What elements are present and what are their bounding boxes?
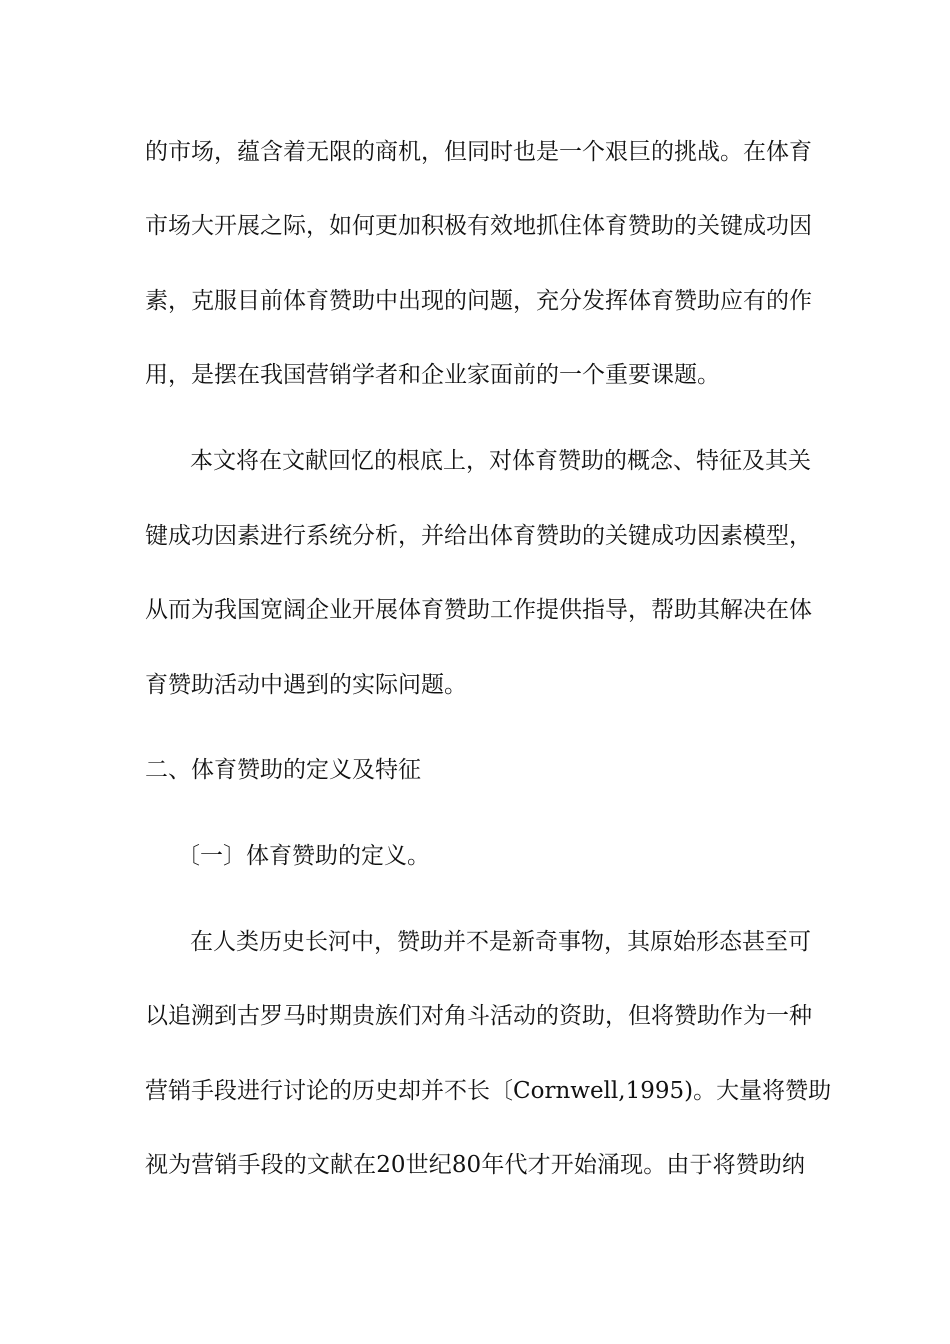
paragraph-1-line-4: 用，是摆在我国营销学者和企业家面前的一个重要课题。	[145, 362, 720, 388]
paragraph-2-line-4: 育赞助活动中遇到的实际问题。	[145, 672, 467, 698]
paragraph-2-line-1: 本文将在文献回忆的根底上，对体育赞助的概念、特征及其关	[190, 448, 811, 474]
paragraph-2-line-2: 键成功因素进行系统分析，并给出体育赞助的关键成功因素模型，	[145, 523, 812, 549]
paragraph-1-line-2: 市场大开展之际，如何更加积极有效地抓住体育赞助的关键成功因	[145, 213, 812, 239]
section-heading: 二、体育赞助的定义及特征	[145, 757, 421, 783]
paragraph-1-line-3: 素，克服目前体育赞助中出现的问题，充分发挥体育赞助应有的作	[145, 288, 812, 314]
paragraph-3-line-1: 在人类历史长河中，赞助并不是新奇事物，其原始形态甚至可	[190, 929, 811, 955]
paragraph-3-line-4: 视为营销手段的文献在20世纪80年代才开始涌现。由于将赞助纳	[145, 1152, 805, 1178]
paragraph-2-line-3: 从而为我国宽阔企业开展体育赞助工作提供指导，帮助其解决在体	[145, 597, 812, 623]
paragraph-1-line-1: 的市场，蕴含着无限的商机，但同时也是一个艰巨的挑战。在体育	[145, 139, 812, 165]
subsection-heading: 〔一〕体育赞助的定义。	[177, 843, 430, 869]
paragraph-3-line-2: 以追溯到古罗马时期贵族们对角斗活动的资助，但将赞助作为一种	[145, 1003, 812, 1029]
paragraph-3-line-3: 营销手段进行讨论的历史却并不长〔Cornwell,1995)。大量将赞助	[145, 1078, 832, 1104]
